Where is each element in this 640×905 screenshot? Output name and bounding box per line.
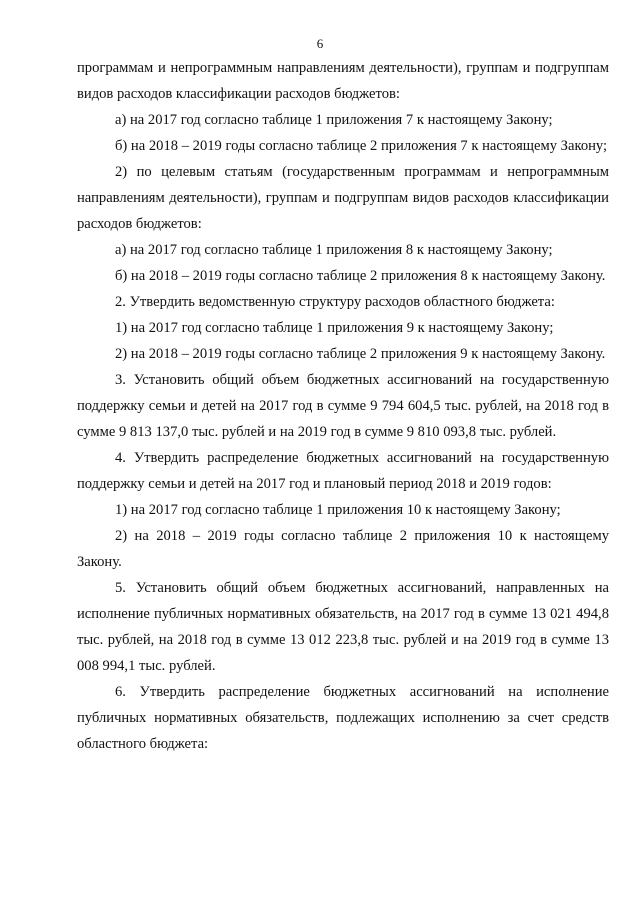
paragraph-item-9-1: 1) на 2017 год согласно таблице 1 приложения 9 к настоящему Закону; xyxy=(115,320,554,336)
paragraph-article-4: 4. Утвердить распределение бюджетных ассигнований на государственную поддержку семьи и детей на 2017 год и плановый период 2018 и 2019 годов: xyxy=(77,450,609,492)
paragraph-article-5: 5. Установить общий объем бюджетных ассигнований, направленных на исполнение публичных нормативных обязательств, на 2017 год в сумме 13 021 494,8 тыс. рублей, на 2018 год в сумме 13 012 223,8 тыс. рублей и на 2019 год в сумме 13 008 994,1 тыс. рублей. xyxy=(77,580,609,674)
paragraph-point-2-target-articles: 2) по целевым статьям (государственным программам и непрограммным направлениям деятельности), группам и подгруппам видов расходов классификации расходов бюджетов: xyxy=(77,164,609,232)
paragraph-item-10-1: 1) на 2017 год согласно таблице 1 приложения 10 к настоящему Закону; xyxy=(115,502,561,518)
paragraph-item-7a: а) на 2017 год согласно таблице 1 приложения 7 к настоящему Закону; xyxy=(115,112,553,128)
paragraph-item-9-2: 2) на 2018 – 2019 годы согласно таблице 2 приложения 9 к настоящему Закону. xyxy=(115,346,606,362)
paragraph-article-2: 2. Утвердить ведомственную структуру расходов областного бюджета: xyxy=(115,294,555,310)
paragraph-item-8b: б) на 2018 – 2019 годы согласно таблице 2 приложения 8 к настоящему Закону. xyxy=(115,268,606,284)
paragraph-article-3: 3. Установить общий объем бюджетных ассигнований на государственную поддержку семьи и детей на 2017 год в сумме 9 794 604,5 тыс. рублей, на 2018 год в сумме 9 813 137,0 тыс. рублей и на 2019 год в сумме 9 810 093,8 тыс. рублей. xyxy=(77,372,609,440)
paragraph-item-7b: б) на 2018 – 2019 годы согласно таблице 2 приложения 7 к настоящему Закону; xyxy=(115,138,608,154)
paragraph-article-6: 6. Утвердить распределение бюджетных ассигнований на исполнение публичных нормативных обязательств, подлежащих исполнению за счет средств областного бюджета: xyxy=(77,684,609,752)
paragraph-item-10-2: 2) на 2018 – 2019 годы согласно таблице 2 приложения 10 к настоящему Закону. xyxy=(77,528,609,570)
paragraph-continuation: программам и непрограммным направлениям деятельности), группам и подгруппам видов расходов классификации расходов бюджетов: xyxy=(77,60,609,102)
paragraph-item-8a: а) на 2017 год согласно таблице 1 приложения 8 к настоящему Закону; xyxy=(115,242,553,258)
document-body xyxy=(77,55,609,757)
page-number: 6 xyxy=(316,36,324,51)
